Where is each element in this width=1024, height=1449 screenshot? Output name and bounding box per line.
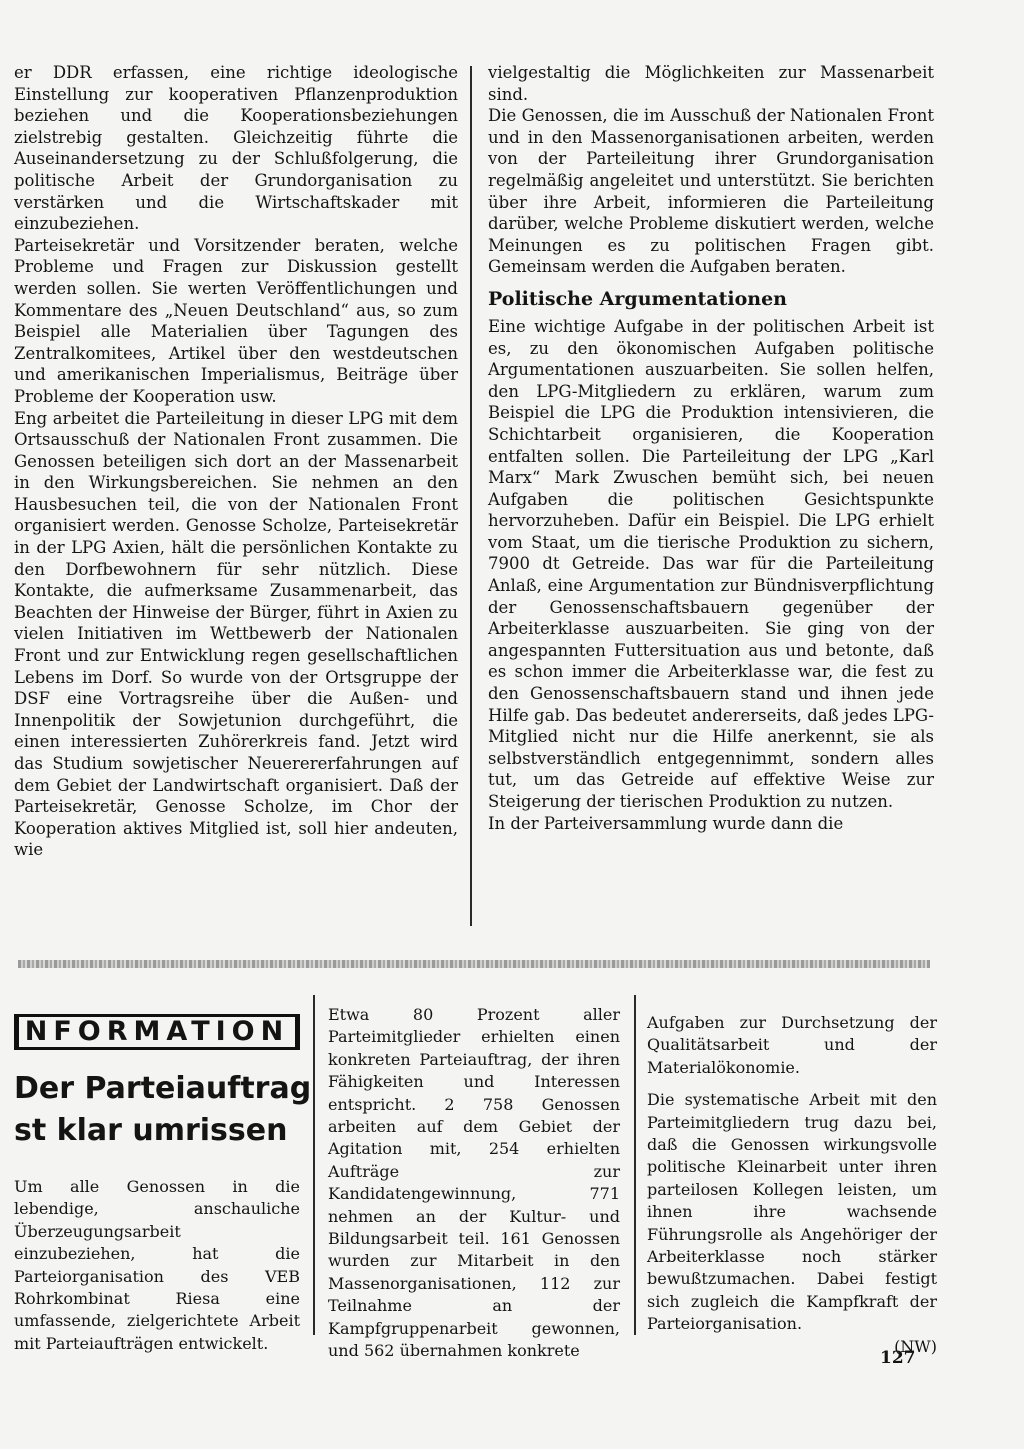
paragraph: Aufgaben zur Durchsetzung der Qualitätsarbeit und der Materialökonomie. xyxy=(647,1013,937,1077)
column-divider xyxy=(634,995,636,1335)
paragraph: vielgestaltig die Möglichkeiten zur Massenarbeit sind. xyxy=(488,63,934,104)
section-heading: Politische Argumentationen xyxy=(488,287,787,310)
column-divider xyxy=(313,995,315,1335)
info-box-title xyxy=(14,1068,312,1152)
section-separator xyxy=(18,960,930,968)
paragraph: Eng arbeitet die Parteileitung in dieser LPG mit dem Ortsausschuß der Nationalen Front zusammen. Die Genossen beteiligen sich dort an der Massenarbeit in den Wirkungsbereichen. Sie nehmen an den Hausbesuchen teil, die von der Nationalen Front organisiert werden. Genosse Scholze, Parteisekretär in der LPG Axien, hält die persönlichen Kontakte zu den Dorfbewohnern für sehr nützlich. Diese Kontakte, die aufmerksame Zusammenarbeit, das Beachten der Hinweise der Bürger, führt in Axien zu vielen Initiativen im Wettbewerb der Nationalen Front und zur Entwicklung regen gesellschaftlichen Lebens im Dorf. So wurde von der Ortsgruppe der DSF eine Vortragsreihe über die Außen- und Innenpolitik der Sowjetunion durchgeführt, die einen interessierten Zuhörerkreis fand. Jetzt wird das Studium sowjetischer Neuerererfahrungen auf dem Gebiet der Landwirtschaft organisiert. Daß der Parteisekretär, Genosse Scholze, im Chor der Kooperation aktives Mitglied ist, soll hier andeuten, wie xyxy=(14,408,458,860)
paragraph: Die systematische Arbeit mit den Parteimitgliedern trug dazu bei, daß die Genossen wirkungsvolle politische Kleinarbeit unter ihren parteilosen Kollegen leisten, um ihnen ihre wachsende Führungsrolle als Angehöriger der Arbeiterklasse noch stärker bewußtzumachen. Dabei festigt sich zugleich die Kampfkraft der Parteiorganisation. xyxy=(647,1090,937,1334)
paragraph: In der Parteiversammlung wurde dann die xyxy=(488,813,844,833)
page-number: 127 xyxy=(880,1348,916,1368)
article-left-column xyxy=(14,62,458,861)
signature: (NW) xyxy=(894,1336,937,1356)
info-title-line: Der Parteiauftrag xyxy=(14,1071,312,1106)
paragraph: Um alle Genossen in die lebendige, anschauliche Überzeugungsarbeit einzubeziehen, hat die Parteiorganisation des VEB Rohrkombinat Riesa eine umfassende, zielgerichtete Arbeit mit Parteiaufträgen entwickelt. xyxy=(14,1177,300,1353)
paragraph: er DDR erfassen, eine richtige ideologische Einstellung zur kooperativen Pflanzenproduktion beziehen und die Kooperationsbeziehungen zielstrebig gestalten. Gleichzeitig führte die Auseinandersetzung zu der Schlußfolgerung, die politische Arbeit der Grundorganisation zu verstärken und die Wirtschaftskader mit einzubeziehen. xyxy=(14,63,458,234)
paragraph: Parteisekretär und Vorsitzender beraten, welche Probleme und Fragen zur Diskussion gestellt werden sollen. Sie werten Veröffentlichungen und Kommentare des „Neuen Deutschland“ aus, so zum Beispiel alle Materialien über Tagungen des Zentralkomitees, Artikel über den westdeutschen und amerikanischen Imperialismus, Beiträge über Probleme der Kooperation usw. xyxy=(14,235,458,406)
article-right-column xyxy=(488,62,934,834)
paragraph: Eine wichtige Aufgabe in der politischen Arbeit ist es, zu den ökonomischen Aufgaben politische Argumentationen auszuarbeiten. Sie sollen helfen, den LPG-Mitgliedern zu erklären, warum zum Beispiel die LPG die Produktion intensivieren, die Schichtarbeit organisieren, die Kooperation entfalten sollen. Die Parteileitung der LPG „Karl Marx“ Mark Zwuschen bemüht sich, bei neuen Aufgaben die politischen Gesichtspunkte hervorzuheben. Dafür ein Beispiel. Die LPG erhielt vom Staat, um die tierische Produktion zu sichern, 7900 dt Getreide. Das war für die Parteileitung Anlaß, eine Argumentation zur Bündnisverpflichtung der Genossenschaftsbauern gegenüber der Arbeiterklasse auszuarbeiten. Sie ging von der angespannten Futtersituation aus und betonte, daß es schon immer die Arbeiterklasse war, die fest zu den Genossenschaftsbauern stand und ihnen jede Hilfe gab. Das bedeutet andererseits, daß jedes LPG-Mitglied nicht nur die Hilfe anerkennt, sie als selbstverständlich entgegennimmt, sondern alles tut, um das Getreide auf effektive Weise zur Steigerung der tierischen Produktion zu nutzen. xyxy=(488,316,934,811)
info-column-3 xyxy=(647,1012,937,1368)
information-label-bar xyxy=(14,1014,300,1050)
column-divider xyxy=(470,66,472,926)
info-title-line: st klar umrissen xyxy=(14,1113,288,1148)
information-label: NFORMATION xyxy=(19,1017,295,1047)
info-column-2 xyxy=(328,1004,620,1373)
info-column-1 xyxy=(14,1176,300,1365)
paragraph: Etwa 80 Prozent aller Parteimitglieder erhielten einen konkreten Parteiauftrag, der ihren Fähigkeiten und Interessen entspricht. 2 758 Genossen arbeiten auf dem Gebiet der Agitation mit, 254 erhielten Aufträge zur Kandidatengewinnung, 771 nehmen an der Kultur- und Bildungsarbeit teil. 161 Genossen wurden zur Mitarbeit in den Massenorganisationen, 112 zur Teilnahme an der Kampfgruppenarbeit gewonnen, und 562 übernahmen konkrete xyxy=(328,1005,620,1361)
paragraph: Die Genossen, die im Ausschuß der Nationalen Front und in den Massenorganisationen arbeiten, werden von der Parteileitung ihrer Grundorganisation regelmäßig angeleitet und unterstützt. Sie berichten über ihre Arbeit, informieren die Parteileitung darüber, welche Probleme diskutiert werden, welche Meinungen es zu politischen Fragen gibt. Gemeinsam werden die Aufgaben beraten. xyxy=(488,106,934,277)
